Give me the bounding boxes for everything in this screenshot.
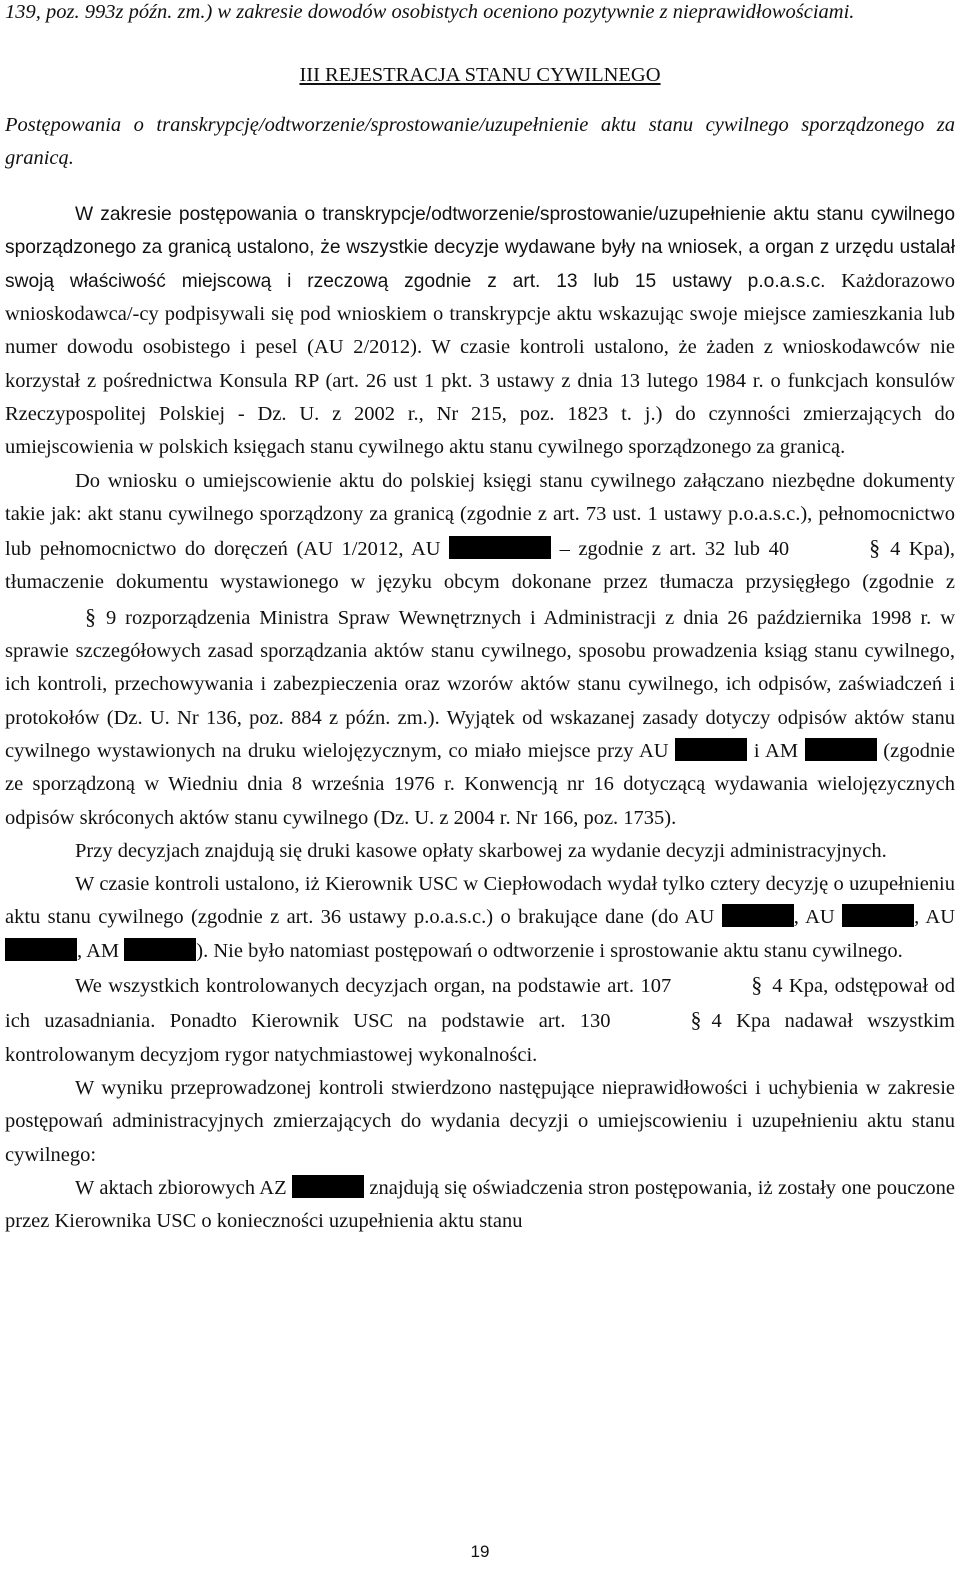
paragraph-4-text-b: , AU (793, 906, 835, 929)
section-heading-row (5, 59, 955, 92)
paragraph-2-text-a: Do wniosku o umiejscowienie aktu do polskiej księgi stanu cywilnego załączano niezbędne dokumenty takie jak: akt stanu cywilnego sporządzony za granicą (zgodnie z art. 73 ust. 1 ustawy p.o.a.s.c.), pełnomocnictwo lub pełnomocnictwo do doręczeń (AU 1/2012, AU (5, 469, 955, 561)
paragraph-4-text-e: ). Nie było natomiast postępowań o odtworzenie i sprostowanie aktu stanu cywilnego. (196, 939, 903, 962)
paragraph-2-text-b: – zgodnie z art. 32 lub 40 (559, 538, 790, 561)
redaction-box (449, 536, 551, 559)
paragraph-4 (5, 868, 955, 968)
paragraph-2-text-f: (zgodnie ze sporządzoną w Wiedniu dnia 8 września 1976 r. Konwencją nr 16 dotyczącą wydawania wielojęzycznych odpisów skróconych aktów stanu cywilnego (Dz. U. z 2004 r. Nr 166, poz. 1735). (5, 739, 956, 829)
document-page (5, 0, 955, 1238)
intro-paragraph: 139, poz. 993z późn. zm.) w zakresie dowodów osobistych oceniono pozytywnie z nieprawidłowościami. (5, 1, 855, 23)
paragraph-7 (5, 1172, 955, 1239)
section-sign-1: § (869, 535, 881, 561)
paragraph-5-text-b: 4 Kpa, odstępował od ich uzasadniania. Ponadto Kierownik USC na podstawie art. 130 (5, 975, 956, 1033)
redaction-box (292, 1175, 364, 1198)
paragraph-6: W wyniku przeprowadzonej kontroli stwierdzono następujące nieprawidłowości i uchybienia w zakresie postępowań administracyjnych zmierzających do wydania decyzji o umiejscowieniu i uzupełnieniu aktu stanu cywilnego: (5, 1076, 955, 1166)
redaction-box (124, 938, 196, 961)
redaction-box (842, 904, 914, 927)
paragraph-4-text-d: , AM (77, 939, 120, 962)
paragraph-7-text-a: W aktach zbiorowych AZ (75, 1176, 287, 1199)
paragraph-4-text-a: W czasie kontroli ustalono, iż Kierownik USC w Ciepłowodach wydał tylko cztery decyzję o uzupełnieniu aktu stanu cywilnego (zgodnie z art. 36 ustawy p.o.a.s.c.) o brakujące dane (do AU (5, 873, 955, 929)
paragraph-1 (5, 198, 955, 464)
paragraph-3: Przy decyzjach znajdują się druki kasowe opłaty skarbowej za wydanie decyzji administracyjnych. (75, 839, 887, 862)
paragraph-5 (5, 968, 955, 1072)
section-sign-4: § (690, 1007, 702, 1033)
paragraph-5-text-c: 4 Kpa nadawał wszystkim kontrolowanym decyzjom rygor natychmiastowej wykonalności. (5, 1010, 955, 1066)
paragraph-2-text-c: 4 Kpa), tłumaczenie dokumentu wystawionego w języku obcym dokonane przez tłumacza przysięgłego (zgodnie z (5, 538, 956, 594)
paragraph-2 (5, 465, 955, 835)
redaction-box (722, 904, 794, 927)
paragraph-2-text-e: i AM (753, 739, 799, 762)
section-sign-2: § (85, 603, 96, 629)
redaction-box (805, 738, 877, 761)
section-sign-3: § (751, 972, 763, 998)
subheading: Postępowania o transkrypcję/odtworzenie/sprostowanie/uzupełnienie aktu stanu cywilnego sporządzonego za granicą. (5, 113, 955, 169)
section-heading: III REJESTRACJA STANU CYWILNEGO (299, 64, 661, 87)
paragraph-2-text-d: 9 rozporządzenia Ministra Spraw Wewnętrznych i Administracji z dnia 26 października 1998 r. w sprawie szczegółowych zasad sporządzania aktów stanu cywilnego, sposobu prowadzenia ksiąg stanu cywilnego, ich kontroli, przechowywania i zabezpieczenia oraz wzorów aktów stanu cywilnego, ich odpisów, zaświadczeń i protokołów (Dz. U. Nr 136, poz. 884 z późn. zm.). Wyjątek od wskazanej zasady dotyczy odpisów aktów stanu cywilnego wystawionych na druku wielojęzycznym, co miało miejsce przy AU (5, 606, 955, 762)
page-number: 19 (470, 1542, 490, 1561)
paragraph-1-text: W zakresie postępowania o transkrypcje/odtworzenie/sprostowanie/uzupełnienie aktu stanu cywilnego sporządzonego za granicą ustalono, że wszystkie decyzje wydawane były na wniosek, a organ z urzędu ustalał swoją właściwość miejscową i rzeczową zgodnie z art. 13 lub 15 ustawy p.o.a.s.c. (5, 204, 955, 292)
paragraph-4-text-c: , AU (914, 906, 956, 929)
redaction-box (675, 738, 747, 761)
redaction-box (5, 938, 77, 961)
paragraph-7-text-b: znajdują się oświadczenia stron postępowania, iż zostały one pouczone przez Kierownika USC o konieczności uzupełnienia aktu stanu (5, 1176, 955, 1233)
paragraph-5-text-a: We wszystkich kontrolowanych decyzjach organ, na podstawie art. 107 (75, 975, 672, 998)
paragraph-1-continued: Każdorazowo wnioskodawca/-cy podpisywali się pod wnioskiem o transkrypcje aktu wskazując swoje miejsce zamieszkania lub numer dowodu osobistego i pesel (AU 2/2012). W czasie kontroli ustalono, że żaden z wnioskodawców nie korzystał z pośrednictwa Konsula RP (art. 26 ust 1 pkt. 3 ustawy z dnia 13 lutego 1984 r. o funkcjach konsulów Rzeczypospolitej Polskiej - Dz. U. z 2002 r., Nr 215, poz. 1823 t. j.) do czynności zmierzających do umiejscowienia w polskich księgach stanu cywilnego aktu stanu cywilnego sporządzonego za granicą. (5, 269, 955, 459)
